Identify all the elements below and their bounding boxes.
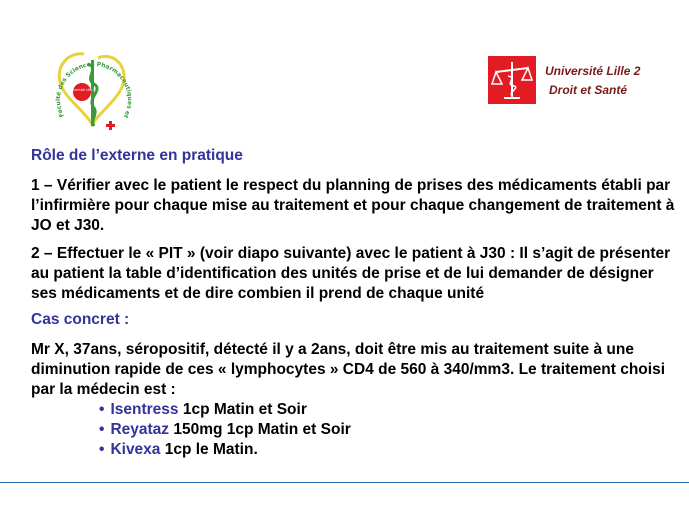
- medication-name: Kivexa: [110, 441, 161, 458]
- university-subtitle: Droit et Santé: [549, 83, 628, 97]
- footer-divider: [0, 482, 689, 483]
- medication-item: [99, 400, 681, 420]
- case-title: Cas concret :: [31, 311, 130, 328]
- university-logo: [488, 56, 660, 106]
- step-2-text: 2 – Effectuer le « PIT » (voir diapo suivante) avec le patient à J30 : Il s’agit de présenter au patient la table d’identification des unités de prise et de lui demander de désigner ses médicaments et de dire combien il prend de chaque unité: [31, 245, 671, 302]
- university-emblem: [488, 56, 536, 104]
- case-text: Mr X, 37ans, séropositif, détecté il y a 2ans, doit être mis au traitement suite à une diminution rapide de ces « lymphocytes » CD4 de 560 à 340/mm3. Le traitement choisi par la médecin est :: [31, 341, 666, 398]
- section-title: Rôle de l’externe en pratique: [31, 147, 243, 164]
- scales-of-justice-icon: [488, 56, 536, 104]
- faculty-emblem-icon: [38, 38, 146, 138]
- medication-item: [99, 440, 681, 460]
- bullet-icon: •: [99, 421, 105, 438]
- medication-name: Reyataz: [110, 421, 170, 438]
- medication-list: [31, 400, 681, 460]
- medication-item: [99, 420, 681, 440]
- medication-dose: 150mg 1cp Matin et Soir: [169, 421, 351, 438]
- bullet-icon: •: [99, 441, 105, 458]
- medication-name: Isentress: [110, 401, 179, 418]
- faculty-logo: [38, 38, 146, 138]
- medication-dose: 1cp le Matin.: [160, 441, 258, 458]
- faculty-ring-text: Faculté des Sciences Pharmaceutiques et: [54, 60, 134, 120]
- bullet-icon: •: [99, 401, 105, 418]
- red-cross-icon: [106, 121, 115, 130]
- medication-dose: 1cp Matin et Soir: [178, 401, 307, 418]
- university-name: Université Lille 2: [545, 64, 641, 78]
- step-1-text: 1 – Vérifier avec le patient le respect du planning de prises des médicaments établi par l’infirmière pour chaque mise au traitement et pour chaque changement de traitement à JO et J30.: [31, 177, 675, 234]
- slide-content: [31, 146, 681, 460]
- seal-text: Université Lille 2: [68, 88, 96, 92]
